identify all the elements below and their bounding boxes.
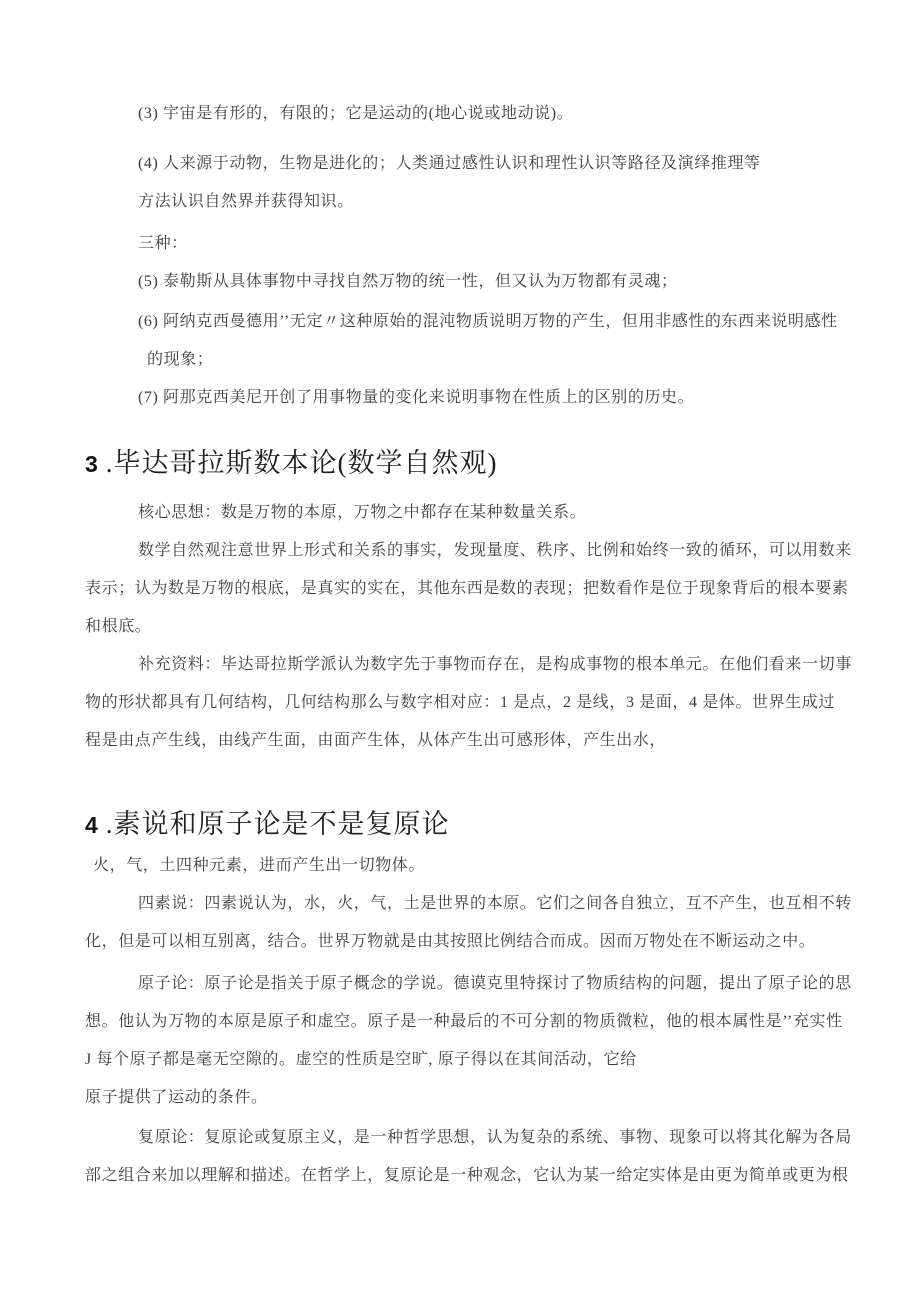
four-elements-line1: 四素说：四素说认为，水，火，气，土是世界的本原。它们之间各自独立，互不产生，也互相不转 (138, 895, 852, 912)
section-4-title: .素说和原子论是不是复原论 (105, 809, 450, 839)
list-item-6-line1: (6) 阿纳克西曼德用’’无定〃这种原始的混沌物质说明万物的产生，但用非感性的东西来说明感性 (138, 313, 838, 330)
atomism-line3: J 每个原子都是毫无空隙的。虚空的性质是空旷, 原子得以在其间活动，它给 (85, 1051, 637, 1068)
list-item-6-line2: 的现象； (147, 351, 214, 368)
list-item-4-line1: (4) 人来源于动物，生物是进化的；人类通过感性认识和理性认识等路径及演绎推理等 (138, 155, 761, 172)
three-kinds-label: 三种： (138, 235, 188, 252)
section-3-title: .毕达哥拉斯数本论(数学自然观) (105, 448, 498, 478)
math-view-line3: 和根底。 (85, 618, 152, 635)
reductionism-line2: 部之组合来加以理解和描述。在哲学上，复原论是一种观念，它认为某一给定实体是由更为简单或更为根 (85, 1167, 849, 1184)
supplement-line3: 程是由点产生线，由线产生面，由面产生体，从体产生出可感形体，产生出水， (85, 732, 667, 749)
supplement-line2: 物的形状都具有几何结构，几何结构那么与数字相对应：1 是点，2 是线，3 是面，4 是体。世界生成过 (85, 694, 836, 711)
math-view-line1: 数学自然观注意世界上形式和关系的事实，发现量度、秩序、比例和始终一致的循环，可以用数来 (138, 542, 852, 559)
list-item-7: (7) 阿那克西美尼开创了用事物量的变化来说明事物在性质上的区别的历史。 (138, 389, 695, 406)
list-item-3: (3) 宇宙是有形的，有限的；它是运动的(地心说或地动说)。 (138, 105, 574, 122)
reductionism-line1: 复原论：复原论或复原主义，是一种哲学思想，认为复杂的系统、事物、现象可以将其化解为各局 (138, 1129, 852, 1146)
list-item-5: (5) 泰勒斯从具体事物中寻找自然万物的统一性，但又认为万物都有灵魂； (138, 273, 678, 290)
supplement-line1: 补充资料：毕达哥拉斯学派认为数字先于事物而存在，是构成事物的根本单元。在他们看来一切事 (138, 656, 852, 673)
list-item-4-line2: 方法认识自然界并获得知识。 (138, 193, 354, 210)
section-3-number: 3 (85, 451, 99, 477)
math-view-line2: 表示；认为数是万物的根底，是真实的实在，其他东西是数的表现；把数看作是位于现象背后的根本要素 (85, 580, 849, 597)
core-idea-line: 核心思想：数是万物的本原，万物之中都存在某种数量关系。 (138, 504, 587, 521)
section-4-heading (85, 802, 842, 847)
atomism-line1: 原子论：原子论是指关于原子概念的学说。德谟克里特探讨了物质结构的问题，提出了原子论的思 (138, 975, 852, 992)
section-4-number: 4 (85, 812, 99, 838)
atomism-line2: 想。他认为万物的本原是原子和虚空。原子是一种最后的不可分割的物质微粒，他的根本属性是’’充实性 (85, 1013, 843, 1030)
atomism-line4: 原子提供了运动的条件。 (85, 1089, 268, 1106)
four-elements-intro-line: 火，气，土四种元素，进而产生出一切物体。 (93, 857, 426, 874)
four-elements-line2: 化，但是可以相互别离，结合。世界万物就是由其按照比例结合而成。因而万物处在不断运动之中。 (85, 933, 816, 950)
section-3-heading (85, 441, 842, 486)
